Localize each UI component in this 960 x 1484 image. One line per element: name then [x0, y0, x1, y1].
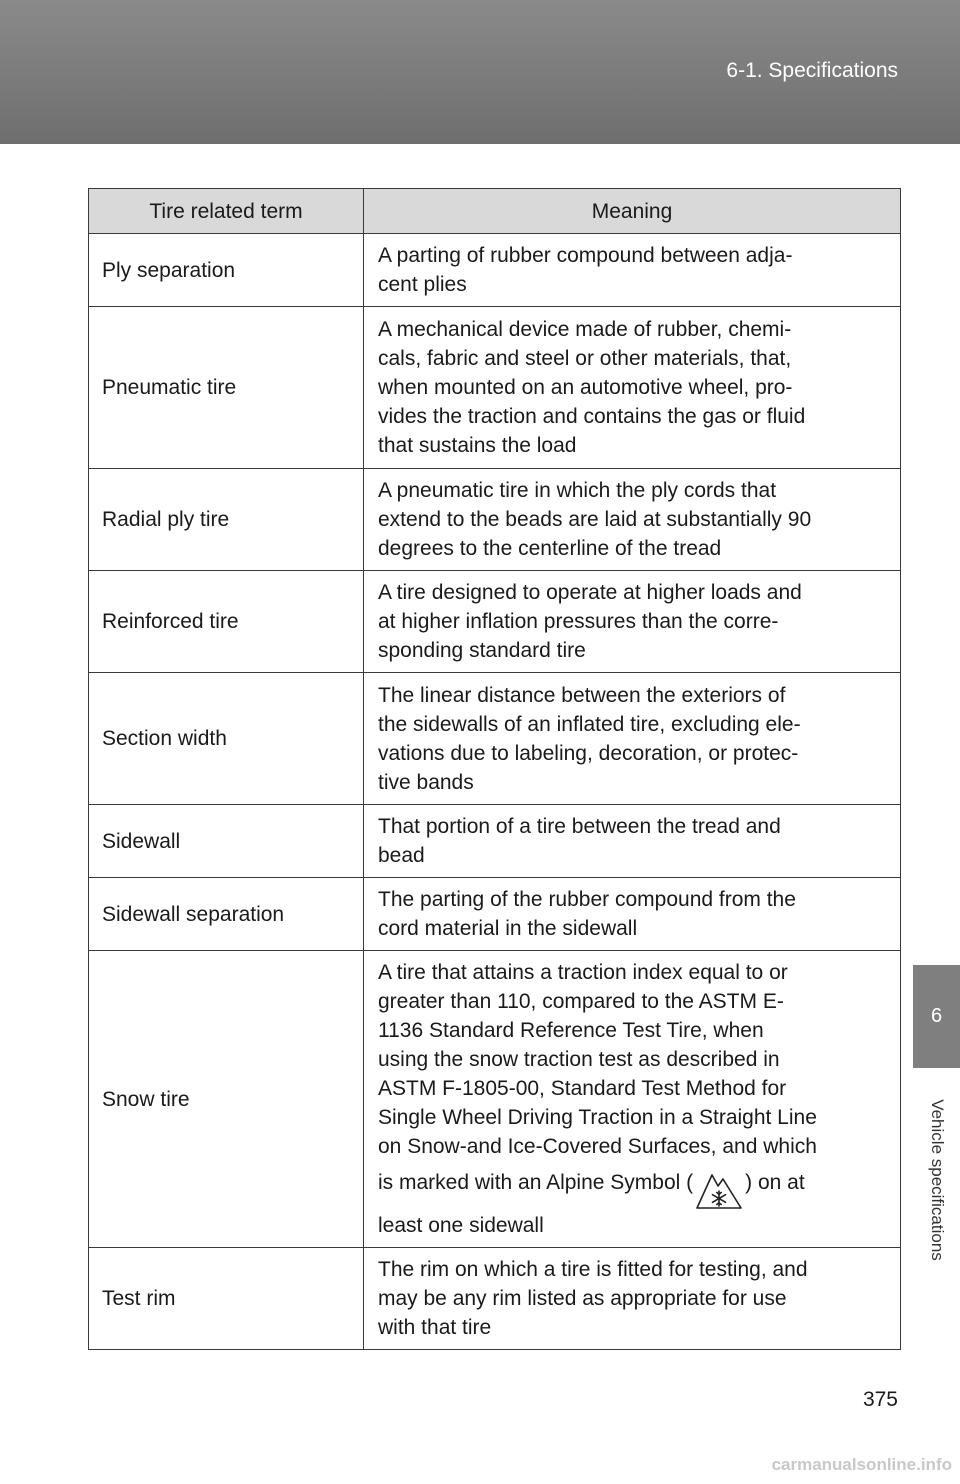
table-row [89, 571, 901, 673]
meaning-line: The linear distance between the exteriors of [378, 683, 786, 707]
column-header-meaning: Meaning [364, 189, 901, 234]
table-header-row [89, 189, 901, 234]
alpine-symbol-icon [695, 1161, 743, 1211]
meaning-line: extend to the beads are laid at substantially 90 [378, 508, 812, 531]
meaning-line: That portion of a tire between the tread and [378, 815, 781, 838]
meaning-line: may be any rim listed as appropriate for use [378, 1287, 787, 1310]
page-number: 375 [862, 1388, 898, 1411]
meaning-cell [364, 234, 901, 307]
meaning-line: that sustains the load [378, 434, 577, 457]
meaning-cell [364, 951, 901, 1248]
table-row [89, 805, 901, 878]
term-cell: Section width [89, 673, 364, 805]
meaning-line: cals, fabric and steel or other materials, that, [378, 347, 792, 370]
term-cell: Reinforced tire [89, 571, 364, 673]
table-row [89, 469, 901, 571]
meaning-line: A tire designed to operate at higher loads and [378, 581, 802, 604]
meaning-line: A mechanical device made of rubber, chemi- [378, 318, 792, 341]
meaning-line: vations due to labeling, decoration, or protec- [378, 741, 799, 765]
term-cell: Radial ply tire [89, 469, 364, 571]
meaning-line: when mounted on an automotive wheel, pro- [378, 376, 793, 399]
table-row [89, 673, 901, 805]
meaning-line: A parting of rubber compound between adja- [378, 244, 793, 267]
meaning-line: with that tire [378, 1316, 492, 1339]
meaning-cell [364, 878, 901, 951]
meaning-cell [364, 307, 901, 469]
meaning-line: greater than 110, compared to the ASTM E- [378, 990, 784, 1013]
meaning-line: the sidewalls of an inflated tire, excluding ele- [378, 712, 801, 736]
meaning-line: Single Wheel Driving Traction in a Straight Line [378, 1106, 817, 1129]
table-row [89, 878, 901, 951]
term-cell: Pneumatic tire [89, 307, 364, 469]
section-title: 6-1. Specifications [726, 59, 898, 82]
term-cell: Test rim [89, 1248, 364, 1350]
meaning-cell [364, 469, 901, 571]
meaning-cell [364, 805, 901, 878]
meaning-line: ASTM F-1805-00, Standard Test Method for [378, 1077, 787, 1100]
table-row [89, 307, 901, 469]
meaning-line: at higher inflation pressures than the corre- [378, 610, 779, 633]
meaning-line: cord material in the sidewall [378, 917, 638, 940]
meaning-cell [364, 571, 901, 673]
meaning-cell [364, 673, 901, 805]
meaning-line: least one sidewall [378, 1214, 544, 1237]
table-row [89, 951, 901, 1248]
meaning-line: using the snow traction test as described in [378, 1048, 780, 1071]
meaning-line: The rim on which a tire is fitted for testing, and [378, 1258, 808, 1281]
meaning-line: cent plies [378, 273, 467, 296]
term-cell: Ply separation [89, 234, 364, 307]
meaning-line: on Snow-and Ice-Covered Surfaces, and which [378, 1135, 817, 1158]
meaning-line: degrees to the centerline of the tread [378, 537, 722, 560]
meaning-line: is marked with an Alpine Symbol ( [378, 1171, 694, 1194]
meaning-line: ) on at [745, 1171, 805, 1194]
meaning-line: The parting of the rubber compound from the [378, 888, 796, 911]
meaning-cell [364, 1248, 901, 1350]
page-header [0, 0, 960, 144]
meaning-line: bead [378, 844, 425, 867]
meaning-line: A pneumatic tire in which the ply cords that [378, 479, 777, 502]
term-cell: Sidewall separation [89, 878, 364, 951]
term-cell: Snow tire [89, 951, 364, 1248]
table-row [89, 234, 901, 307]
tire-terms-table [88, 188, 901, 1350]
chapter-tab-number[interactable]: 6 [913, 965, 960, 1068]
watermark: carmanualsonline.info [771, 1455, 952, 1474]
table-row [89, 1248, 901, 1350]
meaning-line: sponding standard tire [378, 639, 586, 662]
term-cell: Sidewall [89, 805, 364, 878]
chapter-label-text: Vehicle specifications [927, 1099, 947, 1261]
meaning-line: tive bands [378, 770, 474, 794]
meaning-line: 1136 Standard Reference Test Tire, when [378, 1019, 764, 1042]
meaning-line: A tire that attains a traction index equal to or [378, 961, 788, 984]
chapter-tab-label [913, 1072, 960, 1288]
column-header-term: Tire related term [89, 189, 364, 234]
meaning-line: vides the traction and contains the gas or fluid [378, 405, 806, 428]
